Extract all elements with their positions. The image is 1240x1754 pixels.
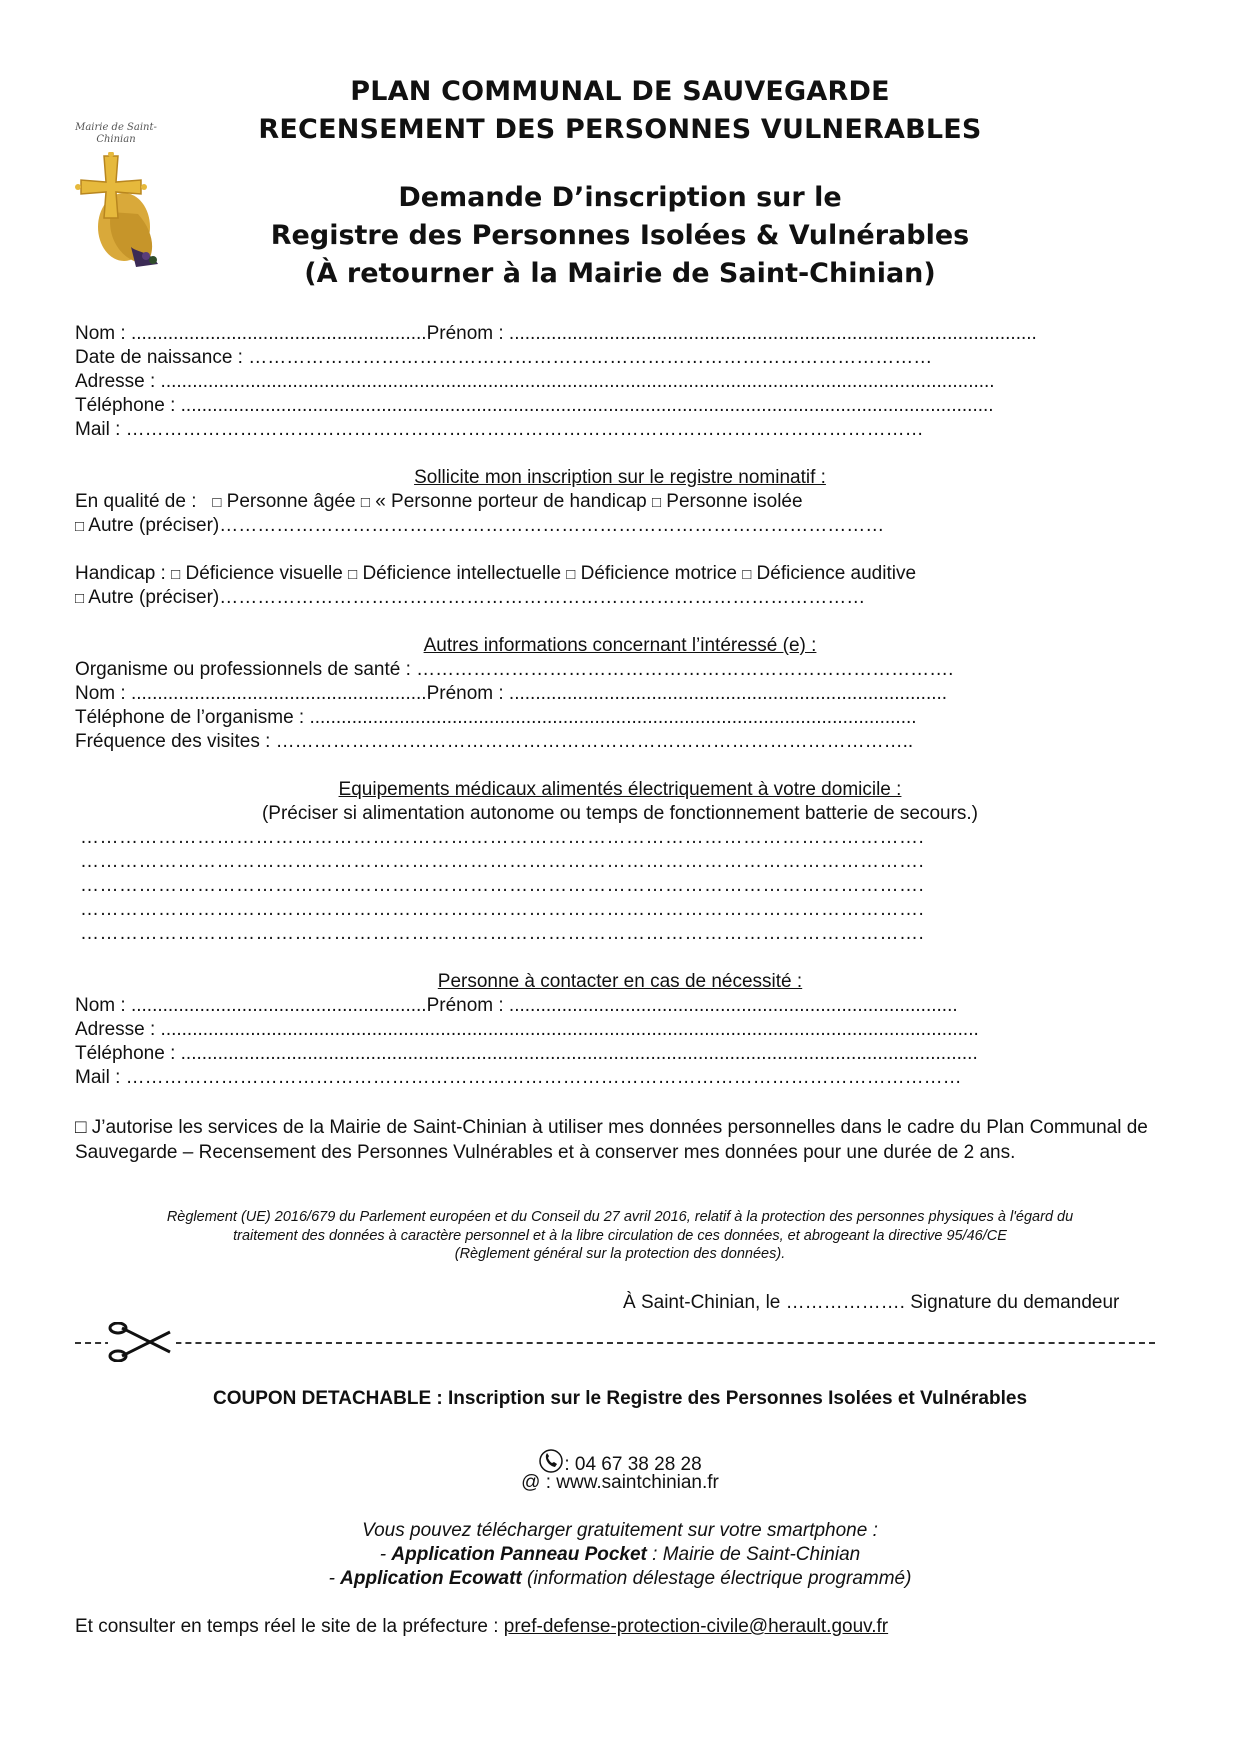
app-detail: (information délestage électrique programmé) xyxy=(521,1568,912,1589)
field-adresse[interactable]: Adresse : .............................................................................................................................................................. xyxy=(75,371,995,392)
other-info-heading: Autres informations concernant l’intéressé (e) : xyxy=(423,635,817,656)
field-autre[interactable]: Autre (préciser)…………………………………………………………………………………………… xyxy=(88,515,885,536)
field-frequence-visites[interactable]: Fréquence des visites : ……………………………………………………………………………………….. xyxy=(75,731,914,752)
option-deficience-motrice: Déficience motrice xyxy=(580,563,737,584)
page-title: PLAN COMMUNAL DE SAUVEGARDE xyxy=(350,76,890,107)
qualite-row xyxy=(75,491,803,514)
coupon-title xyxy=(75,1388,1165,1410)
handicap-autre-row xyxy=(75,587,865,610)
field-telephone[interactable]: Téléphone : .......................................................................................................................................................... xyxy=(75,395,994,416)
equipment-line[interactable]: …………………………………………………………………………………………………………………. xyxy=(80,923,925,944)
checkbox-personne-agee[interactable]: □ xyxy=(212,494,222,511)
equipment-line[interactable]: …………………………………………………………………………………………………………………. xyxy=(80,827,925,848)
coupon-website[interactable]: @ : www.saintchinian.fr xyxy=(521,1472,719,1493)
coupon-title-label: COUPON DETACHABLE : xyxy=(212,1388,443,1409)
page-title-line2: RECENSEMENT DES PERSONNES VULNERABLES xyxy=(258,114,982,145)
field-contact-nom[interactable]: Nom : ........................................................Prénom : ..................................................................................... xyxy=(75,995,958,1016)
qualite-label: En qualité de : xyxy=(75,491,197,512)
field-date-naissance[interactable]: Date de naissance : ……………………………………………………………………………………………… xyxy=(75,347,933,368)
option-personne-agee: Personne âgée xyxy=(226,491,356,512)
contact-heading: Personne à contacter en cas de nécessité : xyxy=(437,971,803,992)
handicap-row xyxy=(75,563,916,586)
autre-row xyxy=(75,515,884,538)
option-personne-isolee: Personne isolée xyxy=(666,491,803,512)
app-ecowatt xyxy=(75,1568,1165,1590)
prefecture-text: Et consulter en temps réel le site de la préfecture : xyxy=(75,1616,504,1637)
checkbox-deficience-intellectuelle[interactable]: □ xyxy=(348,566,358,583)
checkbox-deficience-auditive[interactable]: □ xyxy=(742,566,752,583)
app-name[interactable]: Application Ecowatt xyxy=(340,1568,522,1589)
cut-line xyxy=(75,1342,1155,1344)
field-mail[interactable]: Mail : ……………………………………………………………………………………………………………… xyxy=(75,419,924,440)
legal-line: Règlement (UE) 2016/679 du Parlement européen et du Conseil du 27 avril 2016, relatif à la protection des personnes physiques à l'égard du xyxy=(166,1209,1074,1225)
download-intro: Vous pouvez télécharger gratuitement sur votre smartphone : xyxy=(362,1520,878,1541)
option-handicap: « Personne porteur de handicap xyxy=(375,491,647,512)
checkbox-handicap-autre[interactable]: □ xyxy=(75,590,85,607)
equipment-line[interactable]: …………………………………………………………………………………………………………………. xyxy=(80,875,925,896)
prefecture-link[interactable]: pref-defense-protection-civile@herault.gouv.fr xyxy=(503,1616,889,1637)
logo-text: Mairie de Saint-Chinian xyxy=(75,122,157,145)
checkbox-handicap[interactable]: □ xyxy=(360,494,370,511)
field-handicap-autre[interactable]: Autre (préciser)………………………………………………………………………………………… xyxy=(88,587,866,608)
app-panneau-pocket xyxy=(75,1544,1165,1566)
app-detail: : Mairie de Saint-Chinian xyxy=(646,1544,861,1565)
equipment-heading: Equipements médicaux alimentés électriquement à votre domicile : xyxy=(338,779,902,800)
field-contact-mail[interactable]: Mail : …………………………………………………………………………………………………………………… xyxy=(75,1067,962,1088)
scissors-icon xyxy=(108,1322,176,1362)
equipment-note: (Préciser si alimentation autonome ou temps de fonctionnement batterie de secours.) xyxy=(261,803,979,824)
checkbox-autre[interactable]: □ xyxy=(75,518,85,535)
list-dash: - xyxy=(328,1568,341,1589)
option-deficience-auditive: Déficience auditive xyxy=(756,563,917,584)
equipment-line[interactable]: …………………………………………………………………………………………………………………. xyxy=(80,899,925,920)
legal-line: (Règlement général sur la protection des données). xyxy=(454,1246,786,1262)
checkbox-personne-isolee[interactable]: □ xyxy=(651,494,662,511)
form-subtitle-line2: Registre des Personnes Isolées & Vulnérables xyxy=(270,220,970,251)
form-subtitle: Demande D’inscription sur le xyxy=(398,182,842,213)
checkbox-deficience-motrice[interactable]: □ xyxy=(566,566,576,583)
signature-line[interactable]: À Saint-Chinian, le ………………. Signature du demandeur xyxy=(623,1292,1120,1313)
phone-icon xyxy=(538,1448,564,1474)
app-name[interactable]: Application Panneau Pocket xyxy=(391,1544,647,1565)
field-contact-adresse[interactable]: Adresse : ........................................................................................................................................................... xyxy=(75,1019,979,1040)
prefecture-row xyxy=(75,1616,888,1638)
list-dash: - xyxy=(379,1544,392,1565)
field-nom[interactable]: Nom : ........................................................Prénom : .................................................................................................... xyxy=(75,323,1037,344)
option-deficience-intellectuelle: Déficience intellectuelle xyxy=(362,563,562,584)
consent-text[interactable]: □ J’autorise les services de la Mairie de Saint-Chinian à utiliser mes données personnelles dans le cadre du Plan Communal de Sauvegarde – Recensement des Personnes Vulnérables et à conserver mes données pour une durée de 2 ans. xyxy=(75,1117,1148,1163)
legal-line: traitement des données à caractère personnel et à la libre circulation de ces données, et abrogeant la directive 95/46/CE xyxy=(233,1227,1007,1244)
field-organisme[interactable]: Organisme ou professionnels de santé : …………………………………………………………………………. xyxy=(75,659,954,680)
legal-notice xyxy=(75,1208,1165,1264)
logo xyxy=(66,122,166,272)
field-organisme-nom[interactable]: Nom : ........................................................Prénom : ................................................................................... xyxy=(75,683,948,704)
phone-number: : 04 67 38 28 28 xyxy=(564,1454,702,1475)
registration-heading: Sollicite mon inscription sur le registre nominatif : xyxy=(414,467,826,488)
handicap-label: Handicap : xyxy=(75,563,166,584)
occitan-cross-icon xyxy=(66,152,166,272)
option-deficience-visuelle: Déficience visuelle xyxy=(185,563,343,584)
equipment-line[interactable]: …………………………………………………………………………………………………………………. xyxy=(80,851,925,872)
field-contact-telephone[interactable]: Téléphone : ....................................................................................................................................................... xyxy=(75,1043,978,1064)
coupon-title-text: Inscription sur le Registre des Personnes Isolées et Vulnérables xyxy=(442,1388,1028,1409)
field-organisme-telephone[interactable]: Téléphone de l’organisme : ................................................................................................................... xyxy=(75,707,917,728)
checkbox-deficience-visuelle[interactable]: □ xyxy=(171,566,181,583)
form-subtitle-line3: (À retourner à la Mairie de Saint-Chinian) xyxy=(304,258,936,289)
